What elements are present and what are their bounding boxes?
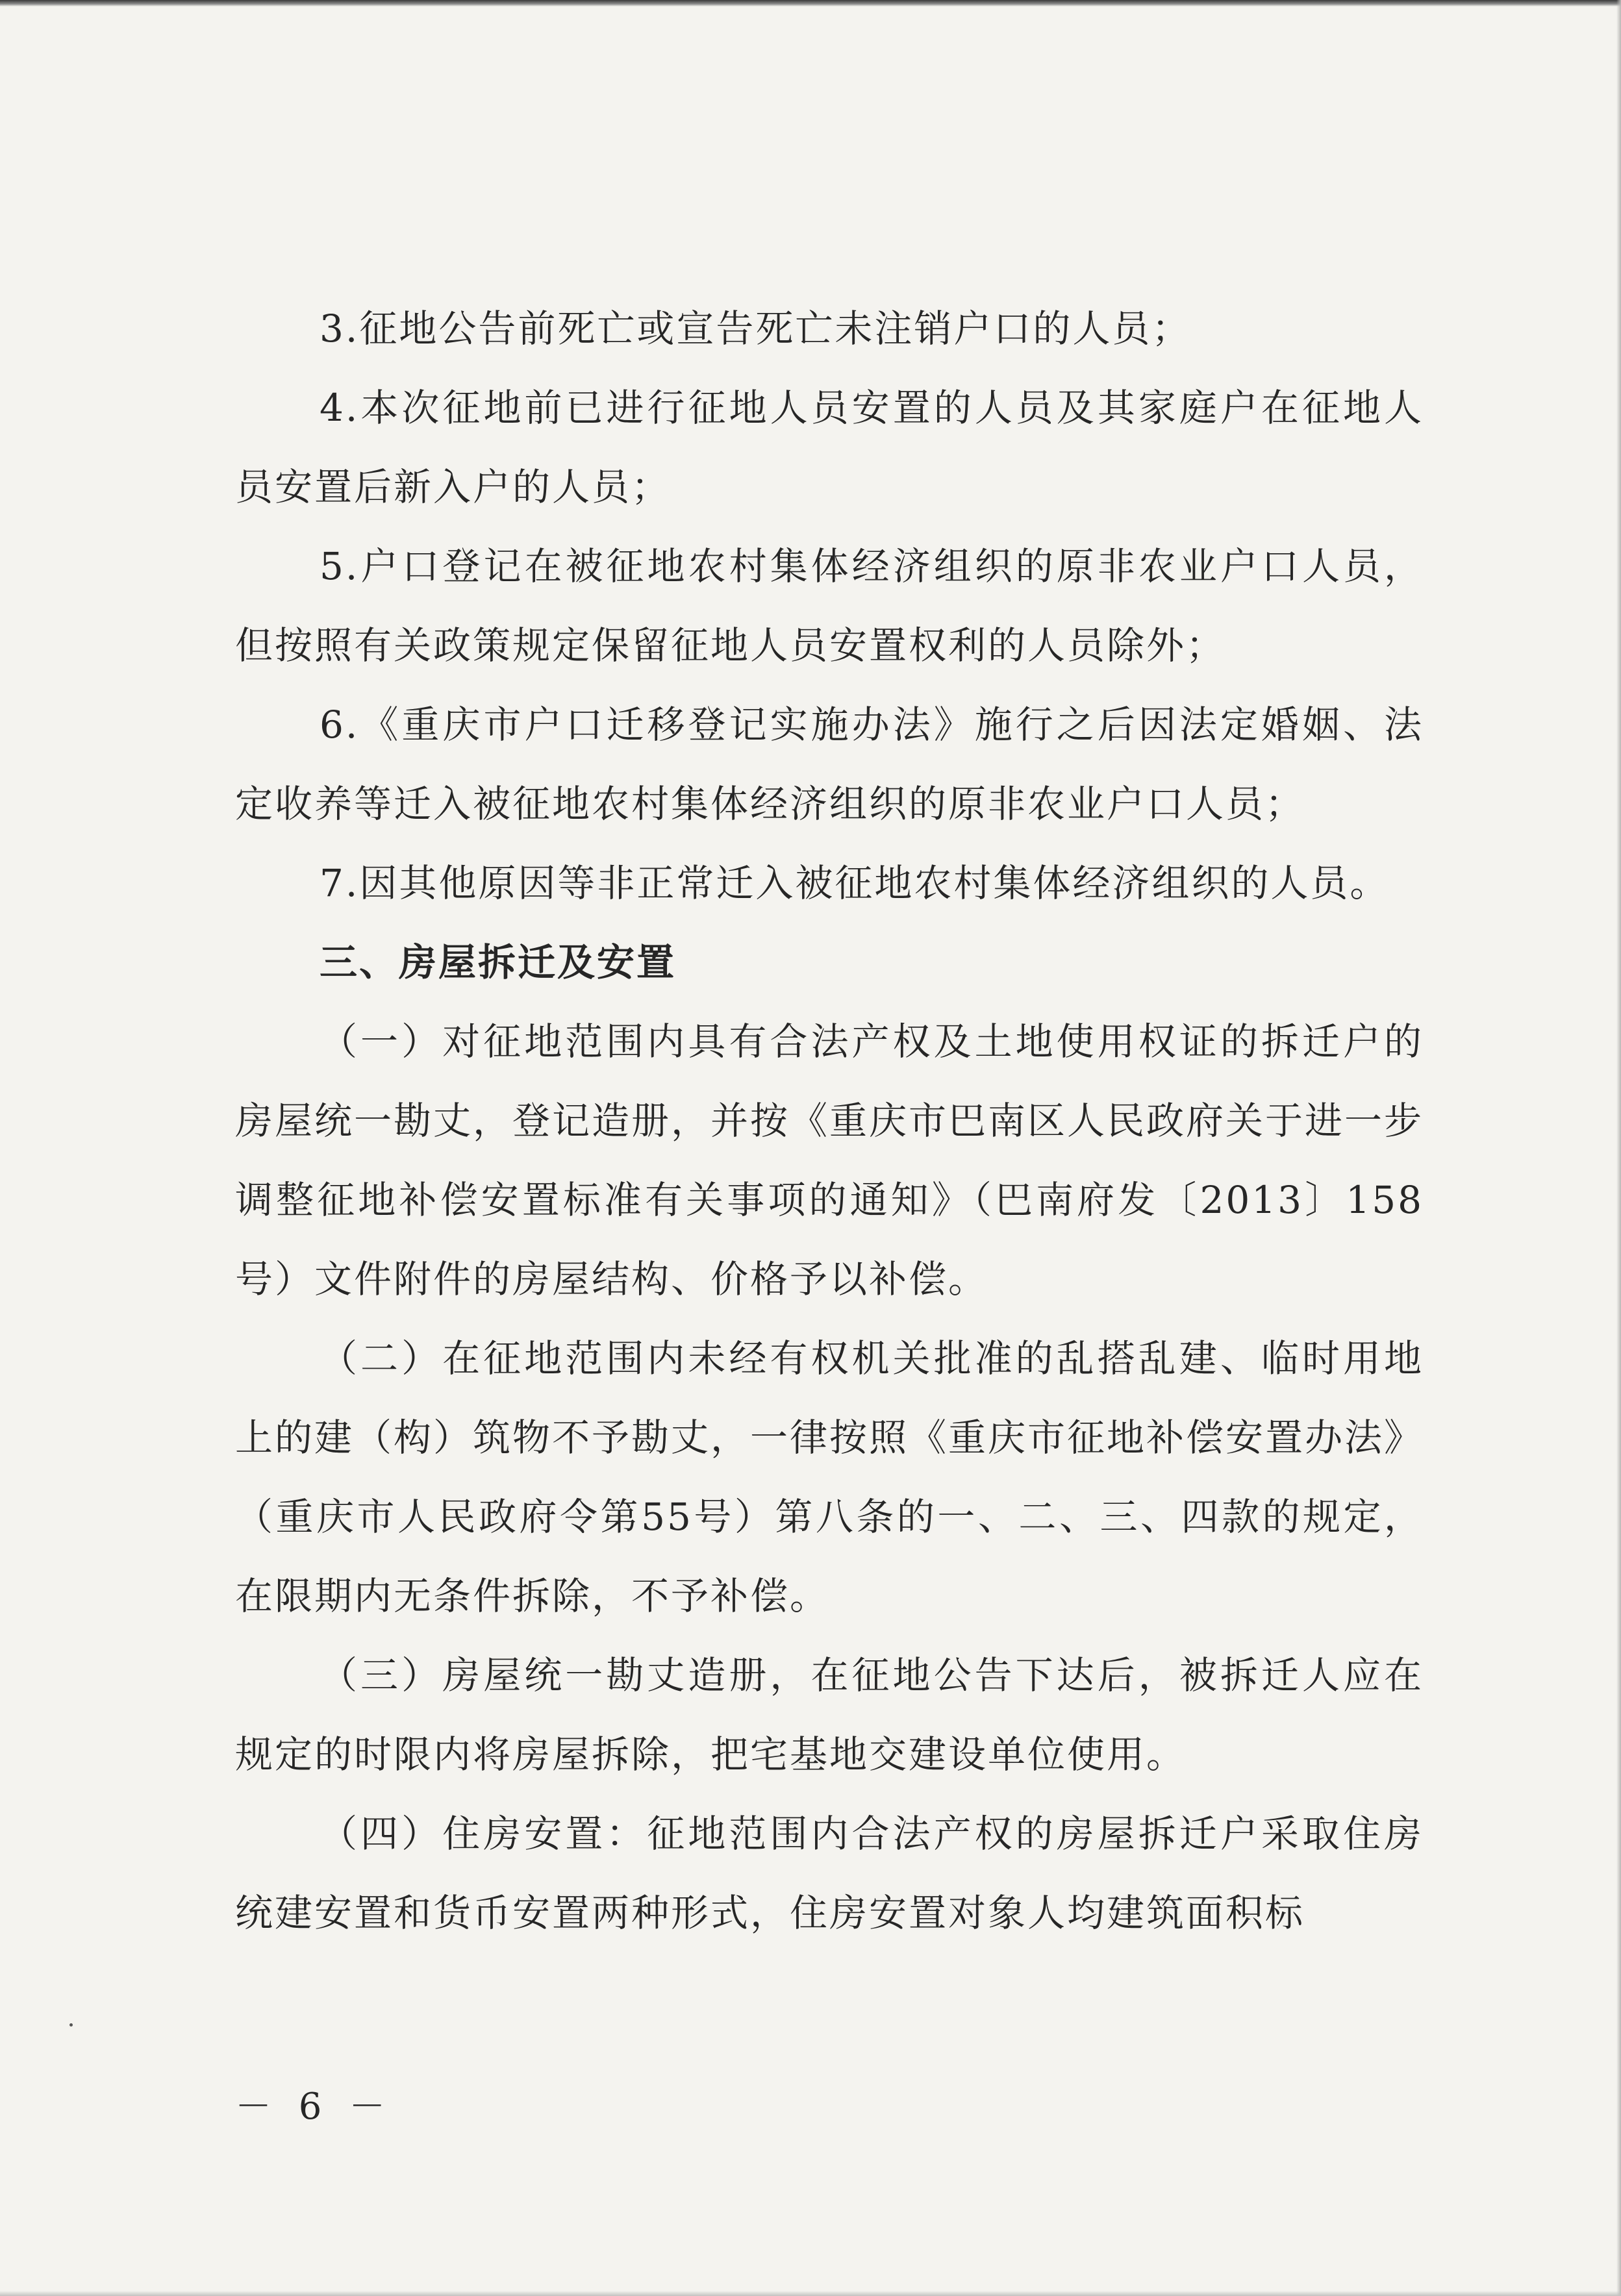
paragraph-clause-1: （一）对征地范围内具有合法产权及土地使用权证的拆迁户的房屋统一勘丈，登记造册，并按《重庆市巴南区人民政府关于进一步调整征地补偿安置标准有关事项的通知》（巴南府发〔2013〕158号）文件附件的房屋结构、价格予以补偿。 bbox=[235, 1019, 1424, 1301]
paragraph-item-3: 3.征地公告前死亡或宣告死亡未注销户口的人员； bbox=[320, 306, 1192, 351]
document-body bbox=[235, 289, 1424, 1953]
paragraph-item-6: 6.《重庆市户口迁移登记实施办法》施行之后因法定婚姻、法定收养等迁入被征地农村集体经济组织的原非农业户口人员； bbox=[235, 703, 1424, 826]
scan-top-edge bbox=[0, 0, 1621, 6]
page-number: － 6 － bbox=[235, 2086, 394, 2128]
paragraph-clause-4: （四）住房安置：征地范围内合法产权的房屋拆迁户采取住房统建安置和货币安置两种形式，住房安置对象人均建筑面积标 bbox=[235, 1812, 1424, 1935]
scan-bottom-edge bbox=[0, 2291, 1621, 2296]
paragraph-clause-3: （三）房屋统一勘丈造册，在征地公告下达后，被拆迁人应在规定的时限内将房屋拆除，把宅基地交建设单位使用。 bbox=[235, 1653, 1424, 1777]
paragraph-item-5: 5.户口登记在被征地农村集体经济组织的原非农业户口人员，但按照有关政策规定保留征地人员安置权利的人员除外； bbox=[235, 544, 1424, 668]
paragraph-item-4: 4.本次征地前已进行征地人员安置的人员及其家庭户在征地人员安置后新入户的人员； bbox=[235, 386, 1424, 509]
section-heading: 三、房屋拆迁及安置 bbox=[320, 940, 677, 984]
paragraph-item-7: 7.因其他原因等非正常迁入被征地农村集体经济组织的人员。 bbox=[320, 861, 1390, 905]
scan-speck bbox=[69, 2023, 73, 2027]
paragraph-clause-2: （二）在征地范围内未经有权机关批准的乱搭乱建、临时用地上的建（构）筑物不予勘丈，一律按照《重庆市征地补偿安置办法》（重庆市人民政府令第55号）第八条的一、二、三、四款的规定，在限期内无条件拆除，不予补偿。 bbox=[235, 1336, 1424, 1618]
scan-right-edge bbox=[1616, 0, 1621, 2296]
